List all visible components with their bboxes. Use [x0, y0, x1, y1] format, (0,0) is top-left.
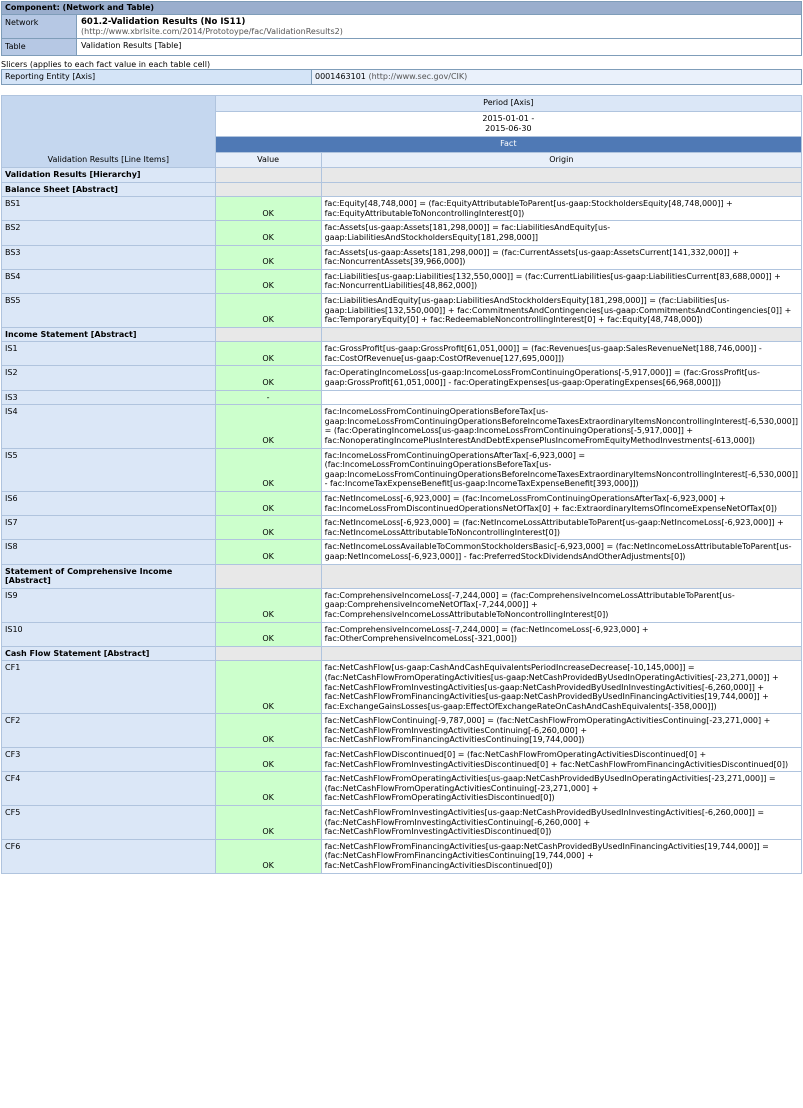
value-cell: OK	[215, 221, 321, 245]
value-cell-empty	[215, 564, 321, 588]
value-cell-empty	[215, 182, 321, 197]
rule-label: CF1	[2, 661, 216, 714]
table-row	[2, 540, 802, 564]
table-row	[2, 197, 802, 221]
origin-cell-empty	[321, 646, 801, 661]
origin-cell: fac:IncomeLossFromContinuingOperationsAfterTax[-6,923,000] = (fac:IncomeLossFromContinuingOperationsBeforeTax[us-gaap:IncomeLossFromContinuingOperationsBeforeIncomeTaxesExtraordinaryItemsNoncontrollingInterest[-6,530,000]] - fac:IncomeTaxExpenseBenefit[us-gaap:IncomeTaxExpenseBenefit[393,000]])	[321, 448, 801, 491]
origin-cell: fac:GrossProfit[us-gaap:GrossProfit[61,051,000]] = (fac:Revenues[us-gaap:SalesRevenueNet[188,746,000]] - fac:CostOfRevenue[us-gaap:CostOfRevenue[127,695,000]])	[321, 342, 801, 366]
line-items-header: Validation Results [Line Items]	[2, 95, 216, 167]
table-row	[2, 772, 802, 806]
section-label: Balance Sheet [Abstract]	[2, 182, 216, 197]
period-start: 2015-01-01 -	[482, 113, 535, 123]
slicer-value-cell	[312, 69, 802, 84]
value-cell: OK	[215, 448, 321, 491]
section-label: Statement of Comprehensive Income [Abstract]	[2, 564, 216, 588]
origin-cell: fac:NetCashFlowDiscontinued[0] = (fac:NetCashFlowFromOperatingActivitiesDiscontinued[0] + fac:NetCashFlowFromInvestingActivitiesDiscontinued[0] + fac:NetCashFlowFromFinancingActivitiesDiscontinued[0])	[321, 748, 801, 772]
slicer-axis: Reporting Entity [Axis]	[2, 69, 312, 84]
origin-cell: fac:Equity[48,748,000] = (fac:EquityAttributableToParent[us-gaap:StockholdersEquity[48,748,000]] + fac:EquityAttributableToNoncontrollingInterest[0])	[321, 197, 801, 221]
origin-cell: fac:NetCashFlowFromInvestingActivities[us-gaap:NetCashProvidedByUsedInInvestingActivities[-6,260,000]] = (fac:NetCashFlowFromInvestingActivitiesContinuing[-6,260,000] + fac:NetCashFlowFromInvestingActivitiesDiscontinued[0])	[321, 806, 801, 840]
rule-label: CF2	[2, 714, 216, 748]
table-row	[2, 390, 802, 405]
origin-cell: fac:NetCashFlowContinuing[-9,787,000] = (fac:NetCashFlowFromOperatingActivitiesContinuing[-23,271,000] + fac:NetCashFlowFromInvestingActivitiesContinuing[-6,260,000] + fac:NetCashFlowFromFinancingActivitiesContinuing[19,744,000])	[321, 714, 801, 748]
origin-cell: fac:IncomeLossFromContinuingOperationsBeforeTax[us-gaap:IncomeLossFromContinuingOperationsBeforeIncomeTaxesExtraordinaryItemsNoncontrollingInterest[-6,530,000]] = (fac:OperatingIncomeLoss[us-gaap:IncomeLossFromContinuingOperations[-5,917,000]] + fac:NonoperatingIncomePlusInterestAndDebtExpensePlusIncomeFromEquityMethodInvestments[-613,000])	[321, 405, 801, 448]
slicer-value-url[interactable]: (http://www.sec.gov/CIK)	[368, 71, 468, 81]
value-cell-empty	[215, 167, 321, 182]
section-label: Validation Results [Hierarchy]	[2, 167, 216, 182]
table-row	[2, 342, 802, 366]
section-label: Cash Flow Statement [Abstract]	[2, 646, 216, 661]
rule-label: IS7	[2, 516, 216, 540]
network-label: Network	[2, 14, 77, 39]
origin-cell-empty	[321, 167, 801, 182]
rule-label: IS6	[2, 492, 216, 516]
rule-label: BS5	[2, 293, 216, 327]
origin-cell: fac:ComprehensiveIncomeLoss[-7,244,000] = (fac:ComprehensiveIncomeLossAttributableToParent[us-gaap:ComprehensiveIncomeNetOfTax[-7,244,000]] + fac:ComprehensiveIncomeLossAttributableToNoncontrollingInterest[0])	[321, 588, 801, 622]
value-cell: OK	[215, 492, 321, 516]
table-row	[2, 221, 802, 245]
table-row	[2, 167, 802, 182]
table-body	[2, 167, 802, 873]
table-row	[2, 293, 802, 327]
table-row	[2, 839, 802, 873]
origin-cell: fac:OperatingIncomeLoss[us-gaap:IncomeLossFromContinuingOperations[-5,917,000]] = (fac:GrossProfit[us-gaap:GrossProfit[61,051,000]] - fac:OperatingExpenses[us-gaap:OperatingExpenses[66,968,000]])	[321, 366, 801, 390]
rule-label: CF3	[2, 748, 216, 772]
table-row	[2, 366, 802, 390]
origin-cell: fac:ComprehensiveIncomeLoss[-7,244,000] = (fac:NetIncomeLoss[-6,923,000] + fac:OtherComprehensiveIncomeLoss[-321,000])	[321, 622, 801, 646]
table-row	[2, 748, 802, 772]
rule-label: BS1	[2, 197, 216, 221]
table-row	[2, 448, 802, 491]
table-row	[2, 492, 802, 516]
origin-column-header: Origin	[321, 152, 801, 167]
table-row	[2, 588, 802, 622]
table-row	[2, 327, 802, 342]
table-row	[2, 622, 802, 646]
value-cell: OK	[215, 516, 321, 540]
rule-label: IS8	[2, 540, 216, 564]
rule-label: IS2	[2, 366, 216, 390]
rule-label: IS3	[2, 390, 216, 405]
value-cell: OK	[215, 540, 321, 564]
rule-label: BS2	[2, 221, 216, 245]
origin-cell: fac:NetCashFlow[us-gaap:CashAndCashEquivalentsPeriodIncreaseDecrease[-10,145,000]] = (fac:NetCashFlowFromOperatingActivities[us-gaap:NetCashProvidedByUsedInOperatingActivities[-23,271,000]] + fac:NetCashFlowFromInvestingActivities[us-gaap:NetCashProvidedByUsedInInvestingActivities[-6,260,000]] + fac:NetCashFlowFromFinancingActivities[us-gaap:NetCashProvidedByUsedInFinancingActivities[19,744,000]] + fac:ExchangeGainsLosses[us-gaap:EffectOfExchangeRateOnCashAndCashEquivalents[-358,000]])	[321, 661, 801, 714]
value-cell: OK	[215, 714, 321, 748]
period-axis-header: Period [Axis]	[215, 95, 801, 111]
value-cell: OK	[215, 748, 321, 772]
origin-cell: fac:Liabilities[us-gaap:Liabilities[132,550,000]] = (fac:CurrentLiabilities[us-gaap:LiabilitiesCurrent[83,688,000]] + fac:NoncurrentLiabilities[48,862,000])	[321, 269, 801, 293]
rule-label: IS9	[2, 588, 216, 622]
table-row	[2, 269, 802, 293]
origin-cell: fac:Assets[us-gaap:Assets[181,298,000]] = (fac:CurrentAssets[us-gaap:AssetsCurrent[141,332,000]] + fac:NoncurrentAssets[39,966,000])	[321, 245, 801, 269]
value-cell: OK	[215, 245, 321, 269]
origin-cell: fac:NetIncomeLossAvailableToCommonStockholdersBasic[-6,923,000] = (fac:NetIncomeLossAttributableToParent[us-gaap:NetIncomeLoss[-6,923,000]] - fac:PreferredStockDividendsAndOtherAdjustments[0])	[321, 540, 801, 564]
network-url[interactable]: (http://www.xbrlsite.com/2014/Prototoype/fac/ValidationResults2)	[81, 26, 343, 36]
rule-label: CF6	[2, 839, 216, 873]
component-table	[1, 1, 802, 56]
table-row	[2, 245, 802, 269]
rule-label: CF5	[2, 806, 216, 840]
rule-label: IS4	[2, 405, 216, 448]
value-cell: OK	[215, 366, 321, 390]
table-row	[2, 646, 802, 661]
origin-cell-empty	[321, 564, 801, 588]
value-cell: OK	[215, 342, 321, 366]
origin-cell: fac:Assets[us-gaap:Assets[181,298,000]] = fac:LiabilitiesAndEquity[us-gaap:LiabilitiesAndStockholdersEquity[181,298,000]]	[321, 221, 801, 245]
origin-cell: fac:NetIncomeLoss[-6,923,000] = (fac:NetIncomeLossAttributableToParent[us-gaap:NetIncomeLoss[-6,923,000]] + fac:NetIncomeLossAttributableToNoncontrollingInterest[0])	[321, 516, 801, 540]
rule-label: BS3	[2, 245, 216, 269]
period-end: 2015-06-30	[485, 123, 532, 133]
table-row	[2, 564, 802, 588]
slicers-table	[1, 69, 802, 85]
value-cell: OK	[215, 806, 321, 840]
origin-cell: fac:NetCashFlowFromFinancingActivities[us-gaap:NetCashProvidedByUsedInFinancingActivities[19,744,000]] = (fac:NetCashFlowFromFinancingActivitiesContinuing[19,744,000] + fac:NetCashFlowFromFinancingActivitiesDiscontinued[0])	[321, 839, 801, 873]
table-label: Table	[2, 39, 77, 56]
value-cell-empty	[215, 646, 321, 661]
network-value	[77, 14, 802, 39]
origin-cell-empty	[321, 327, 801, 342]
table-row	[2, 661, 802, 714]
value-cell: OK	[215, 772, 321, 806]
rule-label: IS5	[2, 448, 216, 491]
origin-cell: fac:LiabilitiesAndEquity[us-gaap:LiabilitiesAndStockholdersEquity[181,298,000]] = (fac:Liabilities[us-gaap:Liabilities[132,550,000]] + fac:CommitmentsAndContingencies[us-gaap:CommitmentsAndContingencies[0]] + fac:TemporaryEquity[0] + fac:RedeemableNoncontrollingInterest[0] + fac:Equity[48,748,000])	[321, 293, 801, 327]
value-cell: -	[215, 390, 321, 405]
value-cell: OK	[215, 588, 321, 622]
slicer-value: 0001463101	[315, 71, 366, 81]
table-row	[2, 405, 802, 448]
rule-label: IS1	[2, 342, 216, 366]
value-cell-empty	[215, 327, 321, 342]
period-range-header	[215, 111, 801, 136]
table-row	[2, 182, 802, 197]
value-cell: OK	[215, 839, 321, 873]
table-row	[2, 516, 802, 540]
value-cell: OK	[215, 405, 321, 448]
rule-label: IS10	[2, 622, 216, 646]
rule-label: CF4	[2, 772, 216, 806]
value-cell: OK	[215, 622, 321, 646]
section-label: Income Statement [Abstract]	[2, 327, 216, 342]
component-header: Component: (Network and Table)	[2, 2, 802, 15]
network-title: 601.2-Validation Results (No IS11)	[81, 16, 246, 27]
fact-header: Fact	[215, 136, 801, 152]
table-row	[2, 714, 802, 748]
value-column-header: Value	[215, 152, 321, 167]
slicers-caption: Slicers (applies to each fact value in each table cell)	[1, 59, 211, 69]
rule-label: BS4	[2, 269, 216, 293]
table-value: Validation Results [Table]	[77, 39, 802, 56]
origin-cell	[321, 390, 801, 405]
value-cell: OK	[215, 197, 321, 221]
origin-cell-empty	[321, 182, 801, 197]
validation-results-table	[1, 95, 802, 874]
value-cell: OK	[215, 293, 321, 327]
origin-cell: fac:NetIncomeLoss[-6,923,000] = (fac:IncomeLossFromContinuingOperationsAfterTax[-6,923,000] + fac:IncomeLossFromDiscontinuedOperationsNetOfTax[0] + fac:ExtraordinaryItemsOfIncomeExpenseNetOfTax[0])	[321, 492, 801, 516]
value-cell: OK	[215, 269, 321, 293]
origin-cell: fac:NetCashFlowFromOperatingActivities[us-gaap:NetCashProvidedByUsedInOperatingActivities[-23,271,000]] = (fac:NetCashFlowFromOperatingActivitiesContinuing[-23,271,000] + fac:NetCashFlowFromOperatingActivitiesDiscontinued[0])	[321, 772, 801, 806]
value-cell: OK	[215, 661, 321, 714]
table-row	[2, 806, 802, 840]
